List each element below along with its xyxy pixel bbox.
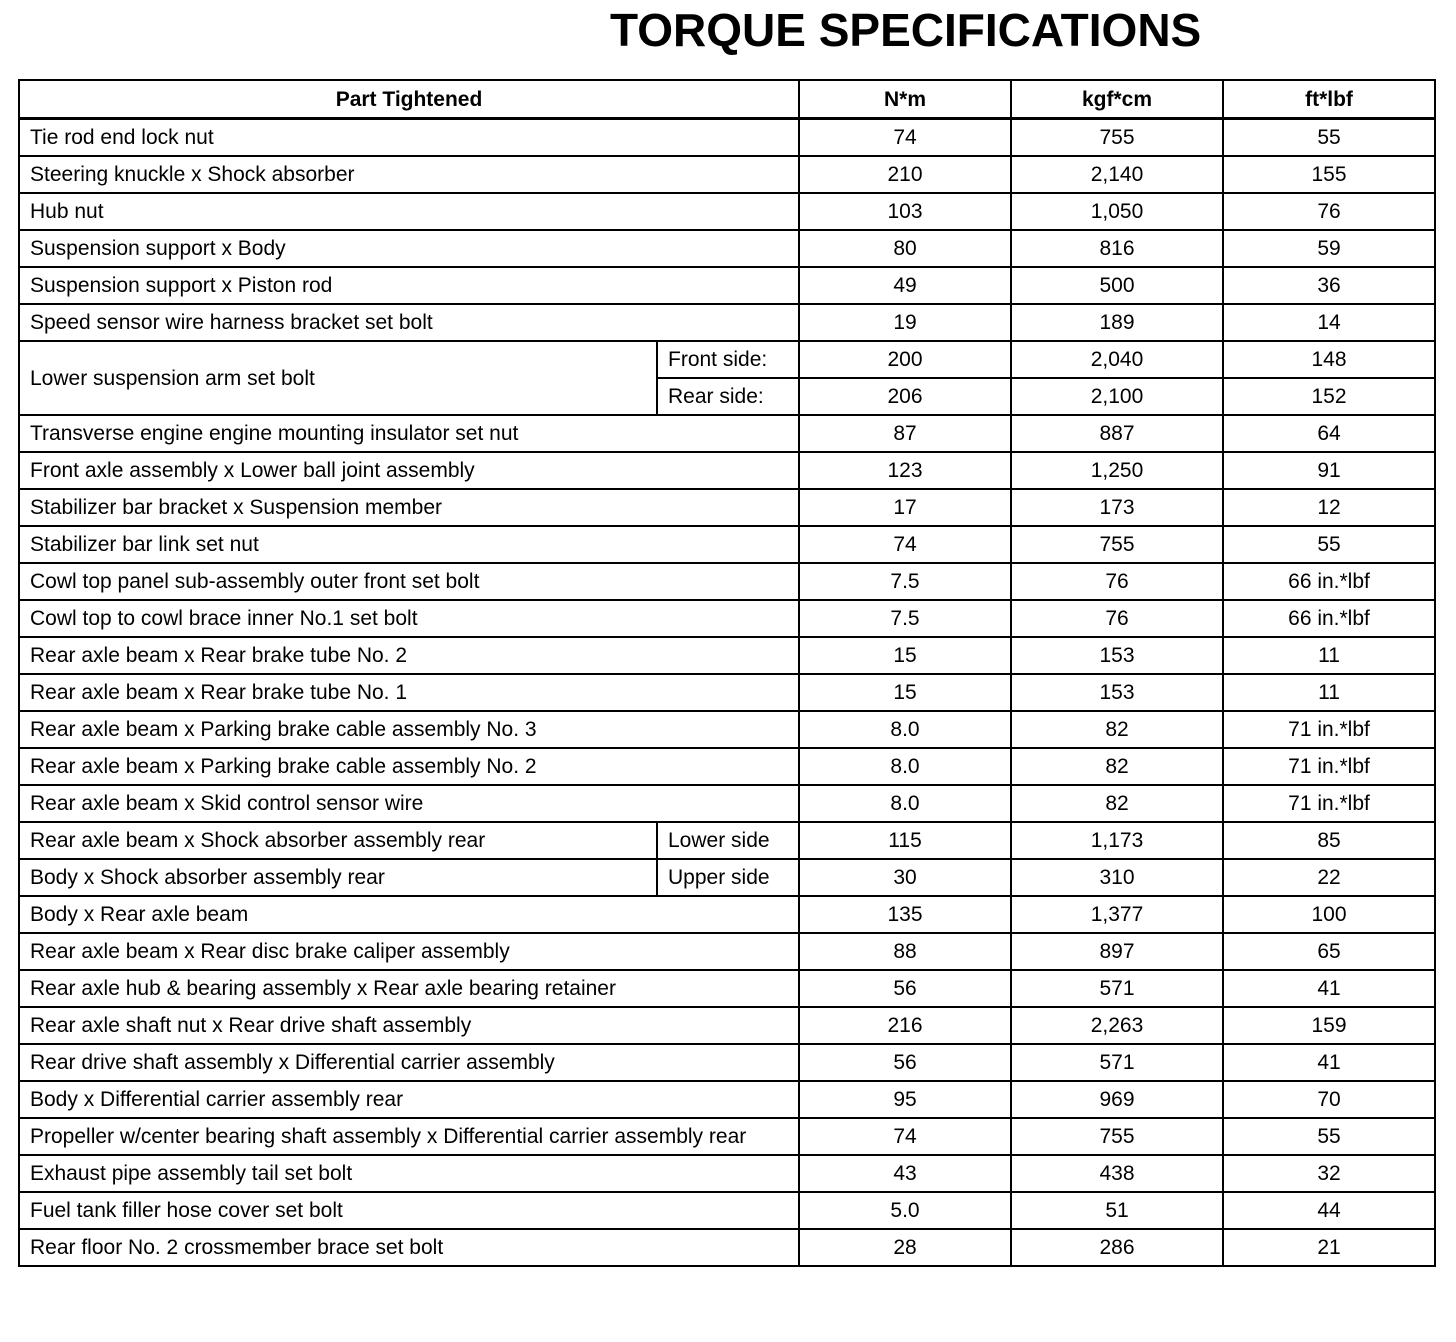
nm-cell: 88	[799, 933, 1011, 970]
kgf-cell: 153	[1011, 637, 1223, 674]
ft-cell: 65	[1223, 933, 1435, 970]
title-area	[0, 4, 1456, 56]
ft-cell: 148	[1223, 341, 1435, 378]
table-row	[19, 1192, 1435, 1229]
table-row	[19, 267, 1435, 304]
kgf-cell: 2,140	[1011, 156, 1223, 193]
part-cell: Lower suspension arm set bolt	[19, 341, 657, 415]
ft-cell: 70	[1223, 1081, 1435, 1118]
kgf-cell: 76	[1011, 600, 1223, 637]
ft-cell: 85	[1223, 822, 1435, 859]
table-row	[19, 970, 1435, 1007]
nm-cell: 28	[799, 1229, 1011, 1266]
table-row	[19, 711, 1435, 748]
table-row	[19, 156, 1435, 193]
nm-cell: 95	[799, 1081, 1011, 1118]
ft-cell: 41	[1223, 1044, 1435, 1081]
nm-cell: 56	[799, 1044, 1011, 1081]
ft-cell: 152	[1223, 378, 1435, 415]
part-cell: Rear axle beam x Rear disc brake caliper assembly	[19, 933, 799, 970]
kgf-cell: 816	[1011, 230, 1223, 267]
part-cell: Body x Shock absorber assembly rear	[19, 859, 657, 896]
part-cell: Suspension support x Piston rod	[19, 267, 799, 304]
nm-cell: 200	[799, 341, 1011, 378]
ft-cell: 41	[1223, 970, 1435, 1007]
nm-cell: 49	[799, 267, 1011, 304]
side-cell: Front side:	[657, 341, 799, 378]
nm-cell: 8.0	[799, 748, 1011, 785]
table-row	[19, 1007, 1435, 1044]
kgf-cell: 189	[1011, 304, 1223, 341]
part-cell: Cowl top panel sub-assembly outer front set bolt	[19, 563, 799, 600]
table-row	[19, 822, 1435, 859]
kgf-cell: 438	[1011, 1155, 1223, 1192]
table-row	[19, 785, 1435, 822]
kgf-cell: 755	[1011, 1118, 1223, 1155]
part-cell: Rear axle beam x Parking brake cable assembly No. 2	[19, 748, 799, 785]
table-row	[19, 1118, 1435, 1155]
part-cell: Rear axle hub & bearing assembly x Rear axle bearing retainer	[19, 970, 799, 1007]
nm-cell: 103	[799, 193, 1011, 230]
ft-cell: 71 in.*lbf	[1223, 711, 1435, 748]
part-cell: Rear axle beam x Rear brake tube No. 2	[19, 637, 799, 674]
header-nm: N*m	[799, 80, 1011, 119]
ft-cell: 55	[1223, 526, 1435, 563]
nm-cell: 15	[799, 637, 1011, 674]
part-cell: Stabilizer bar bracket x Suspension member	[19, 489, 799, 526]
nm-cell: 8.0	[799, 785, 1011, 822]
nm-cell: 30	[799, 859, 1011, 896]
side-cell: Lower side	[657, 822, 799, 859]
table-row	[19, 526, 1435, 563]
kgf-cell: 571	[1011, 970, 1223, 1007]
part-cell: Fuel tank filler hose cover set bolt	[19, 1192, 799, 1229]
header-ft-lbf: ft*lbf	[1223, 80, 1435, 119]
header-kgf-cm: kgf*cm	[1011, 80, 1223, 119]
table-row	[19, 748, 1435, 785]
part-cell: Hub nut	[19, 193, 799, 230]
table-row	[19, 1081, 1435, 1118]
part-cell: Rear axle beam x Skid control sensor wire	[19, 785, 799, 822]
part-cell: Suspension support x Body	[19, 230, 799, 267]
table-row	[19, 674, 1435, 711]
ft-cell: 159	[1223, 1007, 1435, 1044]
table-row	[19, 859, 1435, 896]
kgf-cell: 2,263	[1011, 1007, 1223, 1044]
kgf-cell: 755	[1011, 119, 1223, 157]
kgf-cell: 571	[1011, 1044, 1223, 1081]
kgf-cell: 755	[1011, 526, 1223, 563]
ft-cell: 155	[1223, 156, 1435, 193]
ft-cell: 66 in.*lbf	[1223, 563, 1435, 600]
part-cell: Propeller w/center bearing shaft assembly x Differential carrier assembly rear	[19, 1118, 799, 1155]
nm-cell: 43	[799, 1155, 1011, 1192]
ft-cell: 64	[1223, 415, 1435, 452]
ft-cell: 71 in.*lbf	[1223, 748, 1435, 785]
nm-cell: 7.5	[799, 563, 1011, 600]
part-cell: Body x Differential carrier assembly rear	[19, 1081, 799, 1118]
part-cell: Rear drive shaft assembly x Differential carrier assembly	[19, 1044, 799, 1081]
nm-cell: 87	[799, 415, 1011, 452]
table-header-row	[19, 80, 1435, 119]
part-cell: Exhaust pipe assembly tail set bolt	[19, 1155, 799, 1192]
table-row	[19, 193, 1435, 230]
part-cell: Rear axle shaft nut x Rear drive shaft assembly	[19, 1007, 799, 1044]
table-row	[19, 489, 1435, 526]
ft-cell: 66 in.*lbf	[1223, 600, 1435, 637]
ft-cell: 22	[1223, 859, 1435, 896]
nm-cell: 115	[799, 822, 1011, 859]
part-cell: Speed sensor wire harness bracket set bolt	[19, 304, 799, 341]
kgf-cell: 2,100	[1011, 378, 1223, 415]
part-cell: Cowl top to cowl brace inner No.1 set bolt	[19, 600, 799, 637]
kgf-cell: 887	[1011, 415, 1223, 452]
page-title: TORQUE SPECIFICATIONS	[610, 4, 1202, 56]
table-row	[19, 933, 1435, 970]
nm-cell: 15	[799, 674, 1011, 711]
torque-table	[18, 79, 1436, 1267]
kgf-cell: 76	[1011, 563, 1223, 600]
part-cell: Stabilizer bar link set nut	[19, 526, 799, 563]
ft-cell: 55	[1223, 1118, 1435, 1155]
kgf-cell: 310	[1011, 859, 1223, 896]
kgf-cell: 1,250	[1011, 452, 1223, 489]
table-row	[19, 1044, 1435, 1081]
kgf-cell: 897	[1011, 933, 1223, 970]
table-row	[19, 304, 1435, 341]
kgf-cell: 173	[1011, 489, 1223, 526]
table-row	[19, 637, 1435, 674]
table-row	[19, 896, 1435, 933]
kgf-cell: 82	[1011, 711, 1223, 748]
ft-cell: 55	[1223, 119, 1435, 157]
nm-cell: 206	[799, 378, 1011, 415]
kgf-cell: 969	[1011, 1081, 1223, 1118]
nm-cell: 74	[799, 526, 1011, 563]
ft-cell: 36	[1223, 267, 1435, 304]
table-row	[19, 1229, 1435, 1266]
nm-cell: 135	[799, 896, 1011, 933]
table-row	[19, 415, 1435, 452]
nm-cell: 5.0	[799, 1192, 1011, 1229]
ft-cell: 91	[1223, 452, 1435, 489]
part-cell: Transverse engine engine mounting insulator set nut	[19, 415, 799, 452]
part-cell: Rear axle beam x Shock absorber assembly rear	[19, 822, 657, 859]
part-cell: Steering knuckle x Shock absorber	[19, 156, 799, 193]
ft-cell: 59	[1223, 230, 1435, 267]
header-part-tightened: Part Tightened	[19, 80, 799, 119]
kgf-cell: 153	[1011, 674, 1223, 711]
kgf-cell: 51	[1011, 1192, 1223, 1229]
ft-cell: 21	[1223, 1229, 1435, 1266]
part-cell: Rear floor No. 2 crossmember brace set bolt	[19, 1229, 799, 1266]
part-cell: Tie rod end lock nut	[19, 119, 799, 157]
part-cell: Rear axle beam x Parking brake cable assembly No. 3	[19, 711, 799, 748]
nm-cell: 56	[799, 970, 1011, 1007]
table-row	[19, 1155, 1435, 1192]
ft-cell: 44	[1223, 1192, 1435, 1229]
nm-cell: 74	[799, 1118, 1011, 1155]
nm-cell: 19	[799, 304, 1011, 341]
ft-cell: 32	[1223, 1155, 1435, 1192]
part-cell: Front axle assembly x Lower ball joint assembly	[19, 452, 799, 489]
ft-cell: 11	[1223, 674, 1435, 711]
table-row	[19, 341, 1435, 378]
nm-cell: 80	[799, 230, 1011, 267]
ft-cell: 71 in.*lbf	[1223, 785, 1435, 822]
nm-cell: 123	[799, 452, 1011, 489]
kgf-cell: 1,377	[1011, 896, 1223, 933]
kgf-cell: 1,173	[1011, 822, 1223, 859]
nm-cell: 7.5	[799, 600, 1011, 637]
table-row	[19, 452, 1435, 489]
side-cell: Upper side	[657, 859, 799, 896]
nm-cell: 210	[799, 156, 1011, 193]
nm-cell: 17	[799, 489, 1011, 526]
ft-cell: 14	[1223, 304, 1435, 341]
part-cell: Body x Rear axle beam	[19, 896, 799, 933]
table-row	[19, 119, 1435, 157]
kgf-cell: 82	[1011, 748, 1223, 785]
table-row	[19, 563, 1435, 600]
part-cell: Rear axle beam x Rear brake tube No. 1	[19, 674, 799, 711]
kgf-cell: 500	[1011, 267, 1223, 304]
kgf-cell: 286	[1011, 1229, 1223, 1266]
ft-cell: 11	[1223, 637, 1435, 674]
table-row	[19, 230, 1435, 267]
side-cell: Rear side:	[657, 378, 799, 415]
kgf-cell: 2,040	[1011, 341, 1223, 378]
table-row	[19, 600, 1435, 637]
kgf-cell: 1,050	[1011, 193, 1223, 230]
ft-cell: 100	[1223, 896, 1435, 933]
ft-cell: 12	[1223, 489, 1435, 526]
nm-cell: 216	[799, 1007, 1011, 1044]
ft-cell: 76	[1223, 193, 1435, 230]
nm-cell: 8.0	[799, 711, 1011, 748]
nm-cell: 74	[799, 119, 1011, 157]
kgf-cell: 82	[1011, 785, 1223, 822]
